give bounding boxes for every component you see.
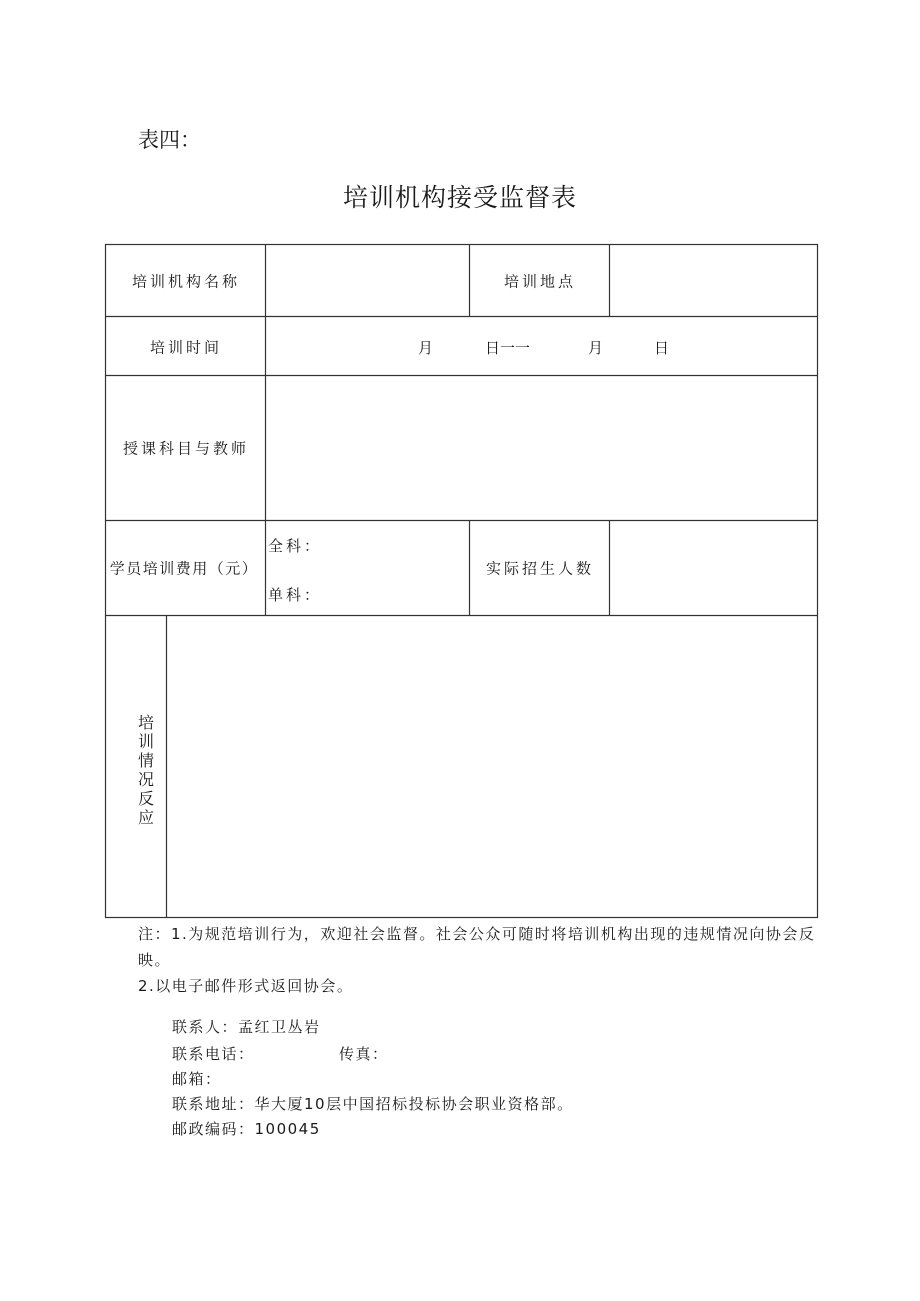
contact-fax: 传真： [339, 1045, 389, 1063]
contact-postcode: 邮政编码：100045 [172, 1120, 321, 1138]
training-feedback-label: 培训情况反应 [137, 713, 154, 827]
contact-phone: 联系电话： [172, 1045, 255, 1063]
page-title: 培训机构接受监督表 [342, 183, 577, 212]
institution-name-label: 培训机构名称 [131, 272, 241, 291]
table-number-label: 表四： [138, 128, 201, 152]
actual-enrollment-field[interactable] [610, 521, 817, 615]
actual-enrollment-label: 实际招生人数 [485, 559, 595, 578]
notes-section [138, 921, 820, 999]
start-day-dash-text: 日一一 [485, 339, 531, 357]
training-time-label: 培训时间 [149, 338, 223, 357]
subjects-teachers-label: 授课科目与教师 [122, 439, 250, 458]
single-course-fee-label: 单科： [268, 586, 323, 604]
fee-field[interactable] [266, 521, 469, 615]
contact-address: 联系地址：华大厦10层中国招标投标协会职业资格部。 [172, 1095, 574, 1113]
location-field[interactable] [610, 245, 817, 316]
contact-person: 联系人：孟红卫丛岩 [172, 1018, 321, 1036]
training-feedback-field[interactable] [167, 616, 817, 917]
subjects-teachers-field[interactable] [266, 376, 817, 520]
end-day-text: 日 [654, 339, 673, 357]
end-month-text: 月 [588, 339, 607, 357]
fee-label: 学员培训费用（元） [109, 559, 259, 578]
start-month-text: 月 [418, 339, 437, 357]
institution-name-field[interactable] [266, 245, 469, 316]
training-time-field[interactable] [266, 317, 817, 375]
location-label: 培训地点 [503, 272, 577, 291]
note-line-2: 2.以电子邮件形式返回协会。 [138, 977, 354, 995]
contact-email: 邮箱： [172, 1070, 222, 1088]
note-line-1: 注：1.为规范培训行为，欢迎社会监督。社会公众可随时将培训机构出现的违规情况向协会反映。 [138, 925, 816, 969]
full-course-fee-label: 全科： [268, 537, 323, 555]
